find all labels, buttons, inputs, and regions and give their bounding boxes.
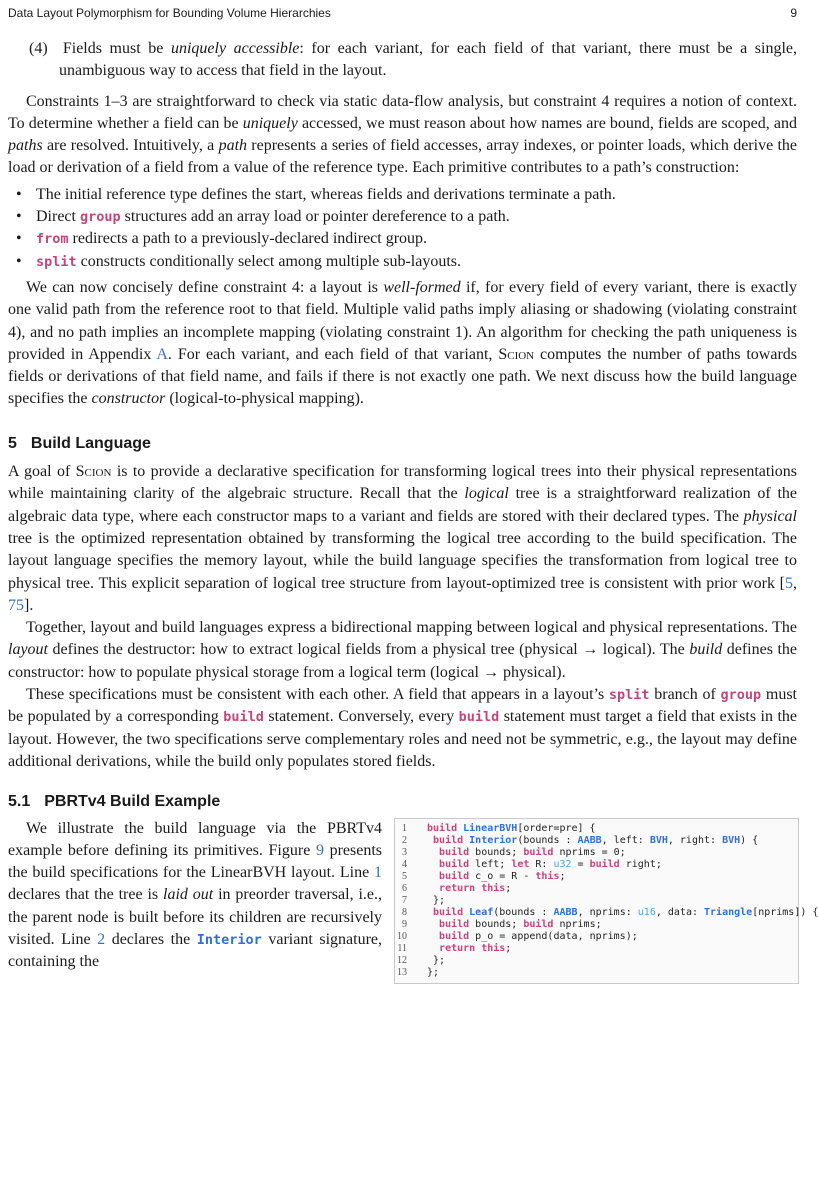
code-line-number: 1 [402, 822, 407, 834]
section-heading: 5 Build Language [8, 434, 151, 452]
code-line-number: 7 [402, 894, 407, 906]
code-token: = [571, 858, 590, 870]
code-token: return this [439, 882, 506, 894]
code-line-number: 12 [397, 954, 407, 966]
code-line-number: 11 [397, 942, 407, 954]
code-token: return this [439, 942, 506, 954]
code-line [402, 858, 798, 871]
code-line [402, 894, 798, 907]
code-token: , right: [667, 834, 723, 846]
code-line [402, 870, 798, 883]
code-token: build [427, 822, 464, 834]
code-token: LinearBVH [463, 822, 518, 834]
code-token [427, 859, 439, 870]
code-token [427, 919, 439, 930]
code-line [397, 930, 798, 943]
paragraph-build-goal: A goal of Scion is to provide a declarative specification for transforming logical trees into their physical representations while maintaining clarity of the algebraic structure. Recall that the logical tree is a straightforward realization of the algebraic data type, where each constructor maps to a variant and fields are stored with their declared types. The physical tree is the optimized representation obtained by transforming the logical tree according to the build specification. The layout language specifies the memory layout, while the build language specifies the transformation from logical tree to physical tree. This explicit separation of logical tree structure from layout-optimized tree is consistent with prior work [5, 75]. [8, 463, 798, 614]
code-token: u16 [637, 906, 656, 918]
code-line-number: 2 [402, 834, 407, 846]
code-token: Interior [469, 834, 518, 846]
code-token: bounds; [469, 918, 524, 930]
citation-link[interactable]: 5 [785, 574, 793, 592]
code-token: (bounds : [517, 834, 578, 846]
running-header [8, 6, 797, 20]
code-token: build [523, 918, 554, 930]
code-line [397, 942, 798, 955]
list-item: • from redirects a path to a previously-declared indirect group. [16, 230, 428, 248]
code-token: , nprims: [577, 906, 638, 918]
code-token: nprims = 0; [553, 846, 626, 858]
paragraph-example: We illustrate the build language via the PBRTv4 example before defining its primitives. Figure 9 presents the build specifications for the LinearBVH layout. Line 1 declares that the tree is laid out in preorder traversal, i.e., the parent node is built before its children are recursively visited. Line 2 declares the Interior variant signature, containing the [8, 819, 383, 971]
code-token: ; [505, 942, 512, 954]
code-token: BVH [649, 834, 668, 846]
code-token: bounds; [469, 846, 524, 858]
code-token: let [511, 858, 530, 870]
primitive-bullet-list [8, 184, 797, 273]
code-token: AABB [553, 906, 578, 918]
code-line [402, 834, 798, 847]
example-section [8, 818, 818, 1018]
constraint-4-item: (4) Fields must be uniquely accessible: for each variant, for each field of that variant, there must be a single, unambiguous way to access that field in the layout. [29, 40, 798, 80]
code-token: ; [559, 870, 566, 882]
code-token: build [433, 834, 470, 846]
example-text-column [8, 818, 382, 974]
code-line-number: 9 [402, 918, 407, 930]
code-line-number: 6 [402, 882, 407, 894]
paragraph-well-formed: We can now concisely define constraint 4: a layout is well-formed if, for every field of every variant, there is exactly one valid path from the reference root to that field. Multiple valid paths imply aliasing or shadowing (violating constraint 4), and no path implies an incomplete mapping (violating constraint 1). An algorithm for checking the path uniqueness is provided in Appendix A. For each variant, and each field of that variant, Scion computes the number of paths towards fields or derivations of that field name, and fails if there is not exactly one path. We next discuss how the build language specifies the constructor (logical-to-physical mapping). [8, 278, 798, 408]
code-token: , data: [655, 906, 705, 918]
appendix-link[interactable]: A [156, 345, 168, 363]
code-line [402, 882, 798, 895]
code-token [427, 883, 439, 894]
code-token: left; [469, 858, 512, 870]
code-line [397, 954, 798, 967]
code-token: [nprims]) { [752, 906, 818, 918]
code-token: this [535, 870, 560, 882]
paragraph-path-definition: Constraints 1–3 are straightforward to check via static data-flow analysis, but constraint 4 requires a notion of context. To determine whether a field can be uniquely accessed, we must reason about how names are bound, fields are scoped, and paths are resolved. Intuitively, a path represents a series of field accesses, array indexes, or pointer loads, which derive the load or derivation of a field from a value of the reference type. Each primitive contributes to a path’s construction: [8, 92, 798, 177]
code-token: }; [427, 966, 440, 978]
code-token: AABB [577, 834, 602, 846]
list-item: • split constructs conditionally select among multiple sub-layouts. [16, 252, 462, 270]
code-token [427, 871, 439, 882]
code-line [402, 822, 798, 835]
code-token: build [439, 846, 470, 858]
code-token: ; [505, 882, 512, 894]
code-token: build [439, 918, 470, 930]
code-token [427, 931, 439, 942]
code-token: Leaf [469, 906, 494, 918]
code-token: }; [427, 954, 446, 966]
code-token: build [523, 846, 554, 858]
code-token: p_o = append(data, nprims); [469, 930, 638, 942]
code-token: build [589, 858, 620, 870]
code-line-number: 13 [397, 966, 407, 978]
line-link[interactable]: 2 [97, 930, 106, 948]
running-title: Data Layout Polymorphism for Bounding Volume Hierarchies [8, 6, 331, 20]
code-line [402, 918, 798, 931]
code-line [402, 906, 818, 919]
code-token: nprims; [553, 918, 602, 930]
subsection-heading: 5.1 PBRTv4 Build Example [8, 793, 221, 811]
line-link[interactable]: 1 [374, 864, 382, 882]
body-text [8, 38, 818, 1018]
code-token: build [439, 858, 470, 870]
code-token: Triangle [704, 906, 753, 918]
code-line [397, 966, 798, 979]
code-token: build [439, 930, 470, 942]
code-token: }; [427, 894, 446, 906]
code-token [427, 847, 439, 858]
code-line-number: 10 [397, 930, 407, 942]
code-token: c_o = R - [469, 870, 536, 882]
code-line-number: 5 [402, 870, 407, 882]
code-token: , left: [601, 834, 650, 846]
code-line-number: 4 [402, 858, 407, 870]
paragraph-bidirectional: Together, layout and build languages express a bidirectional mapping between logical and physical representations. The layout defines the destructor: how to extract logical fields from a physical tree (physical → logical). The build defines the constructor: how to populate physical storage from a logical term (logical → physical). [8, 619, 798, 681]
list-item: • Direct group structures add an array load or pointer dereference to a path. [16, 208, 510, 226]
code-token: (bounds : [493, 906, 554, 918]
code-token: build [433, 906, 470, 918]
citation-link[interactable]: 75 [8, 596, 24, 614]
code-line-number: 8 [402, 906, 407, 918]
code-token: build [439, 870, 470, 882]
code-token: right; [619, 858, 662, 870]
code-listing [394, 818, 818, 984]
code-token: ) { [740, 834, 759, 846]
code-token [427, 943, 439, 954]
figure-link[interactable]: 9 [315, 841, 324, 859]
page-number: 9 [790, 6, 797, 20]
code-line-number: 3 [402, 846, 407, 858]
code-token: u32 [553, 858, 572, 870]
code-token: BVH [722, 834, 741, 846]
code-line [402, 846, 798, 859]
code-token: R: [529, 858, 554, 870]
list-item: • The initial reference type defines the start, whereas fields and derivations terminate a path. [16, 185, 616, 203]
paragraph-consistency: These specifications must be consistent with each other. A field that appears in a layout’s split branch of group must be populated by a corresponding build statement. Conversely, every build statement must target a field that exists in the layout. However, the two specifications serve complementary roles and need not be symmetric, e.g., the layout may define additional derivations, while the build only populates stored fields. [8, 686, 798, 770]
code-token: [order=pre] { [517, 822, 596, 834]
